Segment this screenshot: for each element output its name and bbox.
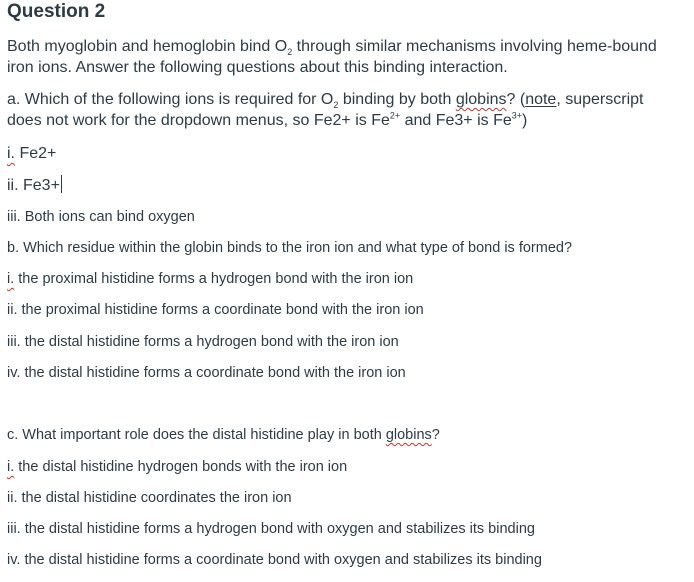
question-b-option-2[interactable] [7, 300, 424, 320]
question-b-option-1[interactable] [7, 269, 413, 289]
intro-text-2: through similar mechanisms involving heme-bound iron ions. Answer the following questions about this binding interaction. [7, 38, 657, 76]
option-text: the proximal histidine forms a hydrogen bond with the iron ion [14, 271, 414, 287]
option-number: i. [7, 145, 15, 162]
option-text: Fe3+ [18, 177, 60, 194]
option-number: iii. [7, 521, 21, 537]
option-text: Both ions can bind oxygen [20, 209, 195, 225]
option-text: the distal histidine forms a hydrogen bond with the iron ion [20, 334, 399, 350]
question-c-prompt [7, 425, 440, 445]
option-number: iv. [7, 552, 21, 568]
option-text: the distal histidine forms a coordinate bond with oxygen and stabilizes its binding [20, 552, 542, 568]
option-number: i. [7, 459, 15, 475]
intro-text-1: Both myoglobin and hemoglobin bind O [7, 38, 288, 55]
question-b-option-4[interactable] [7, 363, 406, 383]
question-c-option-3[interactable] [7, 519, 535, 539]
question-a-o2-subscript: 2 [333, 100, 339, 111]
question-c-word-globins: globins [385, 427, 432, 443]
question-a-option-2[interactable] [7, 175, 62, 196]
option-number: iv. [7, 365, 21, 381]
question-a-prompt [7, 89, 677, 131]
option-text: the distal histidine coordinates the iron ion [17, 490, 292, 506]
option-number: ii. [7, 177, 19, 194]
question-a-text-2: binding by both [338, 91, 456, 108]
question-c-option-4[interactable] [7, 550, 542, 570]
option-text: Fe2+ [15, 145, 57, 162]
question-a-text-6: ) [522, 112, 528, 129]
intro-paragraph [7, 36, 677, 78]
question-b-option-3[interactable] [7, 332, 399, 352]
question-a-text-3: ? ( [506, 91, 526, 108]
option-number: iii. [7, 334, 21, 350]
option-text: the distal histidine hydrogen bonds with the iron ion [14, 459, 348, 475]
option-text: the distal histidine forms a coordinate bond with the iron ion [20, 365, 406, 381]
question-a-text-1: Which of the following ions is required for O [20, 91, 334, 108]
intro-o2-subscript: 2 [287, 47, 293, 58]
question-a-option-3[interactable] [7, 207, 195, 227]
text-cursor [61, 175, 62, 193]
question-b-prompt: b. Which residue within the globin binds to the iron ion and what type of bond is formed? [7, 240, 573, 256]
question-a-text-4: , superscript does not work for the dropdown menus, so Fe2+ is Fe [7, 91, 644, 129]
option-text: the distal histidine forms a hydrogen bond with oxygen and stabilizes its binding [20, 521, 535, 537]
question-a-label: a. [7, 91, 21, 108]
question-a-text-5: and Fe3+ is Fe [400, 112, 512, 129]
question-title: Question 2 [7, 1, 106, 22]
question-c-option-1[interactable] [7, 457, 347, 477]
question-a-word-note: note [525, 91, 557, 108]
question-c-option-2[interactable] [7, 488, 292, 508]
option-number: ii. [7, 490, 18, 506]
question-a-fe2-superscript: 2+ [389, 110, 401, 121]
question-c-text-2: ? [431, 427, 440, 443]
option-number: iii. [7, 209, 21, 225]
option-number: ii. [7, 302, 18, 318]
question-a-option-1[interactable] [7, 143, 56, 164]
question-a-word-globins: globins [455, 91, 507, 108]
option-number: i. [7, 271, 15, 287]
question-a-fe3-superscript: 3+ [511, 110, 523, 121]
question-c-text-1: c. What important role does the distal histidine play in both [7, 427, 386, 443]
option-text: the proximal histidine forms a coordinate bond with the iron ion [17, 302, 424, 318]
